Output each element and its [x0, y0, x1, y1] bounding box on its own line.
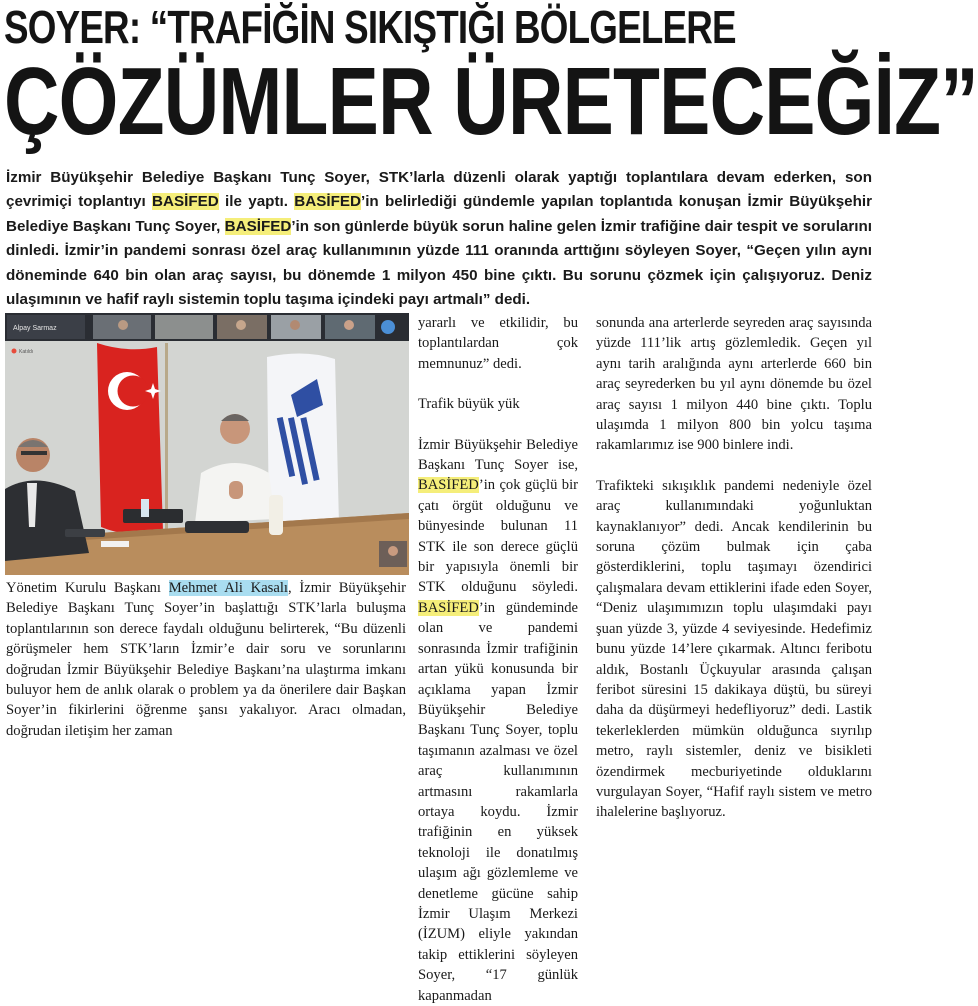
highlight-basifed: BASİFED [224, 217, 292, 235]
lead-text-3: ’in belirlediği gündemle yapılan toplantıda konuşan İzmir Büyükşehir Belediye Başkanı Tunç Soyer, [6, 193, 873, 235]
section-subhead: Trafik büyük yük [418, 396, 520, 413]
participant-name-label: Alpay Sarmaz [13, 325, 57, 332]
headline-line-2: ÇÖZÜMLER ÜRETECEĞİZ” [4, 48, 978, 155]
highlight-basifed: BASİFED [152, 193, 219, 211]
video-conference-scene [5, 313, 409, 575]
column-3 [596, 313, 872, 823]
highlight-person-name: Mehmet Ali Kasalı [168, 580, 288, 596]
headline-line-1: SOYER: “TRAFİĞİN SIKIŞTIĞI BÖLGELERE [4, 1, 736, 53]
highlight-basifed: BASİFED [294, 193, 361, 211]
col1-text-2: , İzmir Büyükşehir Belediye Başkanı Tunç Soyer’in başlattığı STK’larla buluşma toplantılarının son derece faydalı olduğunu belirterek, “Bu düzenli görüşmeler hem STK’ların İzmir’e dair soru ve sorunlarını doğrudan İzmir Büyükşehir Belediye Başkanı’na ulaştırma imkanı buluyor hem de anlık olarak o problem ya da önerilere dair Başkan Soyer’in fikirlerini öğrenme şansı yakalıyor. Aracı olmadan, doğrudan iletişim her zaman [6, 580, 406, 739]
col2-paragraph-1: yararlı ve etkilidir, bu toplantılardan çok memnunuz” dedi. [418, 315, 578, 372]
lead-text-4: ’in son günlerde büyük sorun haline gelen İzmir trafiğine dair tespit ve sorularını dinledi. İzmir’in pandemi sonrası özel araç kullanımının yüzde 111 oranında arttığını söyleyen Soyer, “Geçen yılın aynı döneminde 640 bin olan araç sayısı, bu dönemde 1 milyon 450 bine çıktı. Bu sorunu çözmek için çalışıyoruz. Deniz ulaşımının ve hafif raylı sistemin toplu taşıma içindeki payı artmalı” dedi. [6, 217, 873, 309]
live-label: Katıldı [19, 349, 34, 355]
col3-paragraph-2: Trafikteki sıkışıklık pandemi nedeniyle özel araç kullanımındaki yoğunluktan kaynaklanıyor” dedi. Ancak kendilerinin bu soruna çözüm bulmak için çaba gösterdiklerini, toplu taşımayı özendirici çalışmalara devam ettiklerini ifade eden Soyer, “Deniz ulaşımımızın toplu ulaşımdaki payı şuan yüzde 3, yüzde 4 seviyesinde. Hedefimiz bunu yüzde 14’lere çıkarmak. Altıncı feribotu aldık, Bostanlı Üçkuyular arasında çalışan feribot süresini 15 dakikaya düştü, bu süreyi daha da düşürmeyi hedefliyoruz” dedi. Lastik tekerleklerden mümkün olduğunca sıyrılıp metro, raylı sistemler, deniz ve bisikleti özendirmek mecburiyetinde olduklarını vurgulayan Soyer, “Hafif raylı sistem ve metro ihalelerine başlıyoruz. [596, 477, 872, 821]
laptop [123, 509, 183, 523]
highlight-basifed: BASİFED [418, 477, 479, 494]
fullscreen-icon [381, 320, 395, 334]
col1-text-1: Yönetim Kurulu Başkanı [6, 580, 169, 596]
highlight-basifed: BASİFED [418, 599, 479, 616]
col3-paragraph-1: sonunda ana arterlerde seyreden araç sayısında yüzde 111’lik artış gözlemledik. Geçen yıl aynı tarih aralığında aynı arterlerde 660 bin araç seyrederken bu yıl aynı dönemde bu özel araç sayısı 1 milyon 440 bine çıktı. Toplu ulaşımda 1 milyon 800 bin yolcu taşıma rakamlarımız ise 900 binlere indi. [596, 315, 872, 454]
column-1 [6, 578, 406, 741]
col2-paragraph-2 [418, 435, 578, 1006]
turkish-flag [97, 343, 163, 534]
col2-text-a: İzmir Büyükşehir Belediye Başkanı Tunç Soyer ise, [418, 436, 578, 474]
live-dot-icon [12, 349, 17, 354]
col2-text-c: ’in gündeminde olan ve pandemi sonrasında İzmir trafiğinin artan yükü konusunda bir açıklama yapan İzmir Büyükşehir Belediye Başkanı Tunç Soyer, toplu taşımanın azalması ve özel araç kullanımının artmasını rakamlarla ortaya koydu. İzmir trafiğinin en yüksek teknoloji ile donatılmış ulaşım ağı gözlemleme ve denetleme gücüne sahip İzmir Ulaşım Merkezi (İZUM) eliyle yakından takip ettiklerini söyleyen Soyer, “17 günlük kapanmadan [418, 599, 578, 1004]
column-2 [418, 313, 578, 1006]
news-photo [5, 313, 409, 575]
lead-text-1: İzmir Büyükşehir Belediye Başkanı Tunç Soyer, STK’larla düzenli olarak yaptığı toplantılara devam ederken, son çevrimiçi toplantıyı [6, 169, 872, 211]
lead-text-2: ile yaptı. [218, 193, 295, 211]
col2-text-b: ’in çok güçlü bir çatı örgüt olduğunu ve bünyesinde bulunan 11 STK ile son derece güçlü bir yapısıyla önemli bir STK olduğunu söyledi. [418, 477, 578, 596]
lead-paragraph [6, 166, 872, 312]
hand-sanitizer [269, 495, 283, 535]
